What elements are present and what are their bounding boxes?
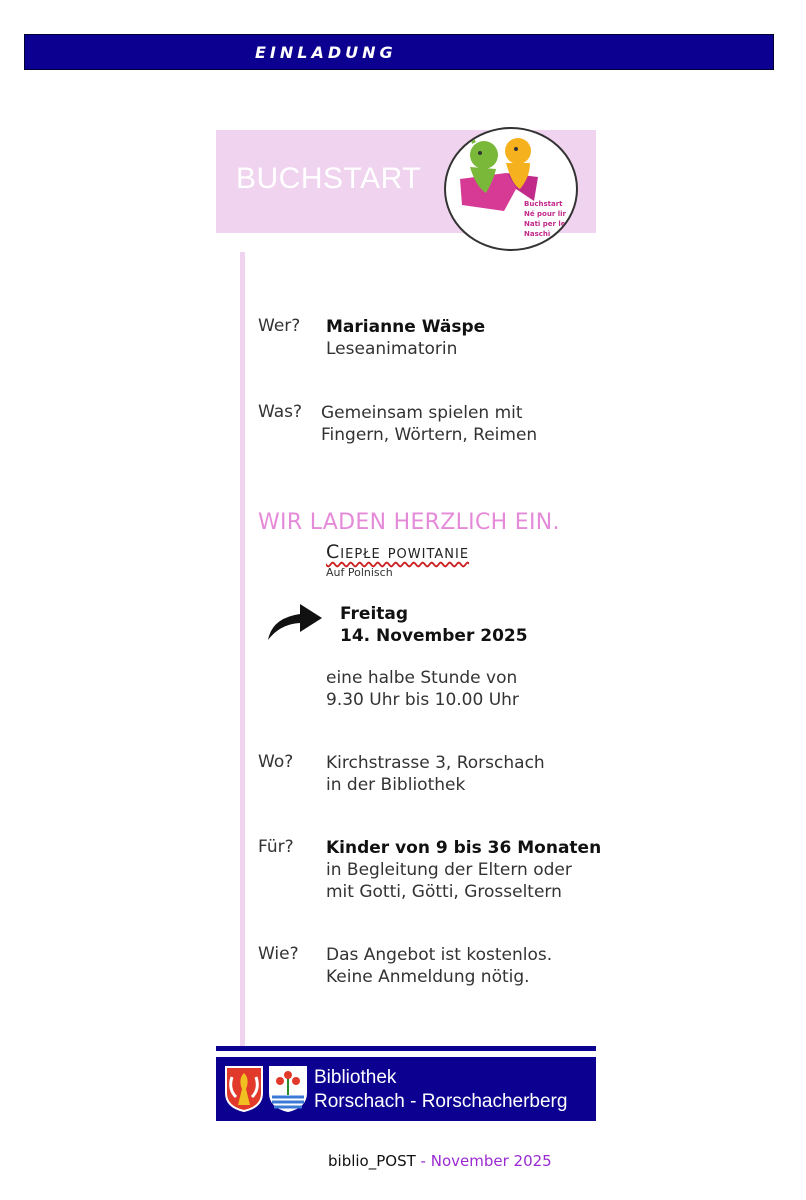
footer-separator: - [415,1152,431,1170]
invitation-heading: WIR LADEN HERZLICH EIN. [258,510,560,535]
issue-date: November 2025 [430,1152,552,1170]
rorschacherberg-crest-icon [268,1065,308,1113]
event-time: 9.30 Uhr bis 10.00 Uhr [326,690,519,710]
wer-label: Wer? [258,316,301,336]
publication-name: biblio_POST [328,1152,416,1170]
event-language: Auf Polnisch [326,566,393,579]
event-date: 14. November 2025 [340,626,528,646]
was-label: Was? [258,402,303,422]
wo-line2: in der Bibliothek [326,775,466,795]
side-accent-line [240,252,245,1047]
wo-label: Wo? [258,752,294,772]
wie-line2: Keine Anmeldung nötig. [326,967,530,987]
rorschach-crest-icon [224,1065,264,1113]
header-banner [24,34,774,70]
banner-title: EINLADUNG [255,43,397,62]
fuer-label: Für? [258,837,294,857]
library-name: Bibliothek Rorschach - Rorschacherberg [314,1067,568,1112]
wer-role: Leseanimatorin [326,339,458,359]
page-footer [328,1152,552,1170]
page-title: BUCHSTART [236,162,422,195]
was-line1: Gemeinsam spielen mit [321,403,523,423]
wie-label: Wie? [258,944,299,964]
event-duration: eine halbe Stunde von [326,668,518,688]
wie-line1: Das Angebot ist kostenlos. [326,945,553,965]
wer-name: Marianne Wäspe [326,317,486,337]
fuer-line3: mit Gotti, Götti, Grosseltern [326,882,562,902]
footer-divider [216,1046,596,1051]
was-line2: Fingern, Wörtern, Reimen [321,425,538,445]
logo-caption: Buchstart Né pour lir Nati per le Naschì [524,200,566,238]
event-title: Ciepłe powitanie [326,541,470,563]
wo-line1: Kirchstrasse 3, Rorschach [326,753,545,773]
fuer-line1: Kinder von 9 bis 36 Monaten [326,838,602,858]
buchstart-logo [444,127,578,251]
event-day: Freitag [340,604,409,624]
fuer-line2: in Begleitung der Eltern oder [326,860,572,880]
curved-arrow-icon [266,600,324,642]
